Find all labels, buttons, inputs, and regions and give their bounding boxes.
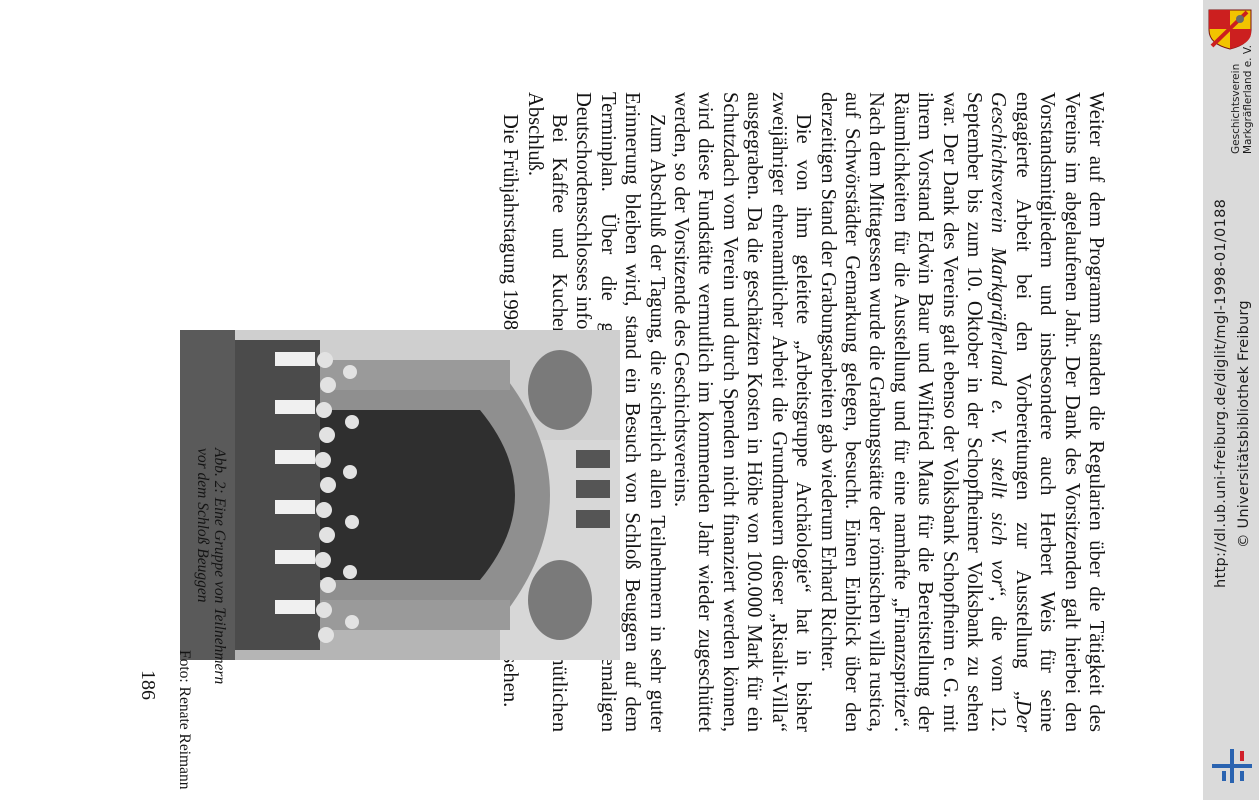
society-name-line-2: Markgräflerland e. V. [1242, 44, 1254, 154]
paragraph [669, 92, 815, 732]
source-url[interactable]: http://dl.ub.uni-freiburg.de/diglit/mgl-1998-01/0188 [1213, 198, 1229, 588]
italic-title: Der Geschichtsverein Markgräflerland e. V. stellt sich vor [987, 92, 1034, 732]
text-run: Bei Kaffee und Kuchen gemütlichen Abschluß. [523, 92, 571, 732]
caption-line: Abb. 2: Eine Gruppe von Teilnehmern [211, 448, 228, 685]
text-run: Zum Abschluß der Tagung, die sicherlich allen Teilnehmern in sehr guter Erinnerung bleiben wird, stand ein Besuch von Schloß Beuggen auf dem Terminplan. Über die ehemaligen Deutschordensschlosses [572, 92, 668, 732]
caption-line: vor dem Schloß Beuggen [194, 448, 211, 603]
text-run: “, die vom 12. September bis zum 10. Oktober in der Schopfheimer Volksbank zu sehen war. Der Dank des Vereins galt ebenso der Volksbank Schopfheim e. G. mit ihrem Vorstand Edwin Baur und Wilfried Maus für die Bereitstellung der Räumlichkeiten für die Ausstellung und für eine namhafte „Finanzspritze“. Nach dem Mittagessen wurde die Grabungsstätte der römischen villa rustica, auf Schwörstädter Gemarkung gelegen, besucht. Einen Einblick über den derzeitigen Stand der Grabungsarbeiten gab wiederum Erhard Richter. [816, 92, 1010, 732]
group-photo-image [180, 330, 620, 660]
society-name-line-1: Geschichtsverein [1230, 63, 1242, 154]
copyright-notice: © Universitätsbibliothek Freiburg [1236, 300, 1252, 548]
text-run: Weiter auf dem Programm standen die Regularien über die Tätigkeit des Vereins im abgelaufenen Jahr. Der Dank des Vorsitzenden galt hierbei den Vorstandsmitgliedern und insbesondere auch Herbert Weis für seine engagierte Arbeit bei den Vorbereitungen zur Ausstellung „ [1011, 92, 1107, 732]
ub-freiburg-logo-icon [1212, 747, 1252, 785]
photo-credit: Foto: Renate Reimann [176, 650, 193, 790]
page-number: 186 [137, 670, 159, 700]
text-run: Die von ihm geleitete „Arbeitsgruppe Archäologie“ hat in bisher zweijähriger ehrenamtlicher Arbeit die Grundmauern dieser „Risalit-Villa“ ausgegraben. Da die geschätzten Kosten in Höhe von 100.000 Mark für ein Schutzdach vom Verein und durch Spenden nicht finanziert werden können, wird diese Fundstätte vermutlich im kommenden Jahr wieder zugeschüttet werden, so der Vorsitzende des Geschichtsvereins. [670, 92, 815, 732]
group-photo [180, 330, 620, 660]
coat-of-arms-icon [1207, 8, 1253, 50]
paragraph [815, 92, 1108, 732]
figure-caption [194, 448, 228, 758]
